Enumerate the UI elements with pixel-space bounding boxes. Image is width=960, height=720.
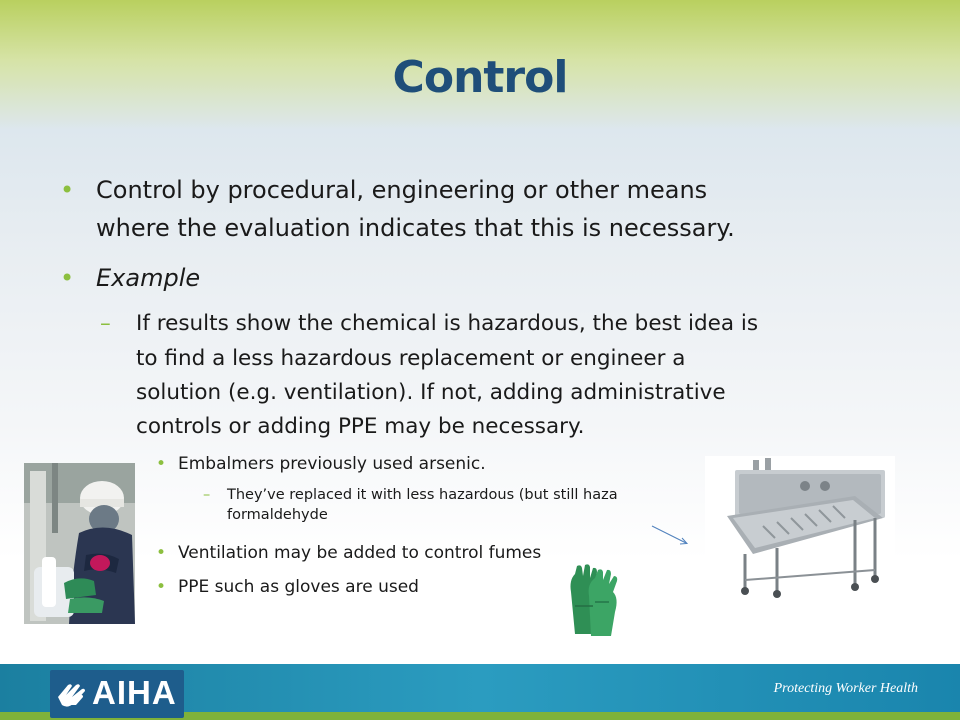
green-gloves-image [565,562,625,638]
embalming-table-image [705,456,895,599]
bullet-text-example: Example [96,264,201,292]
bullet-marker: • [156,543,167,563]
sub-text-line: solution (e.g. ventilation). If not, adding administrative [136,380,726,405]
sub-bullet-ppe: PPE such as gloves are used [178,577,419,597]
sub-sub-text-line: They’ve replaced it with less hazardous (but still haza [227,487,618,503]
bullet-marker: • [156,577,167,597]
footer-tagline: Protecting Worker Health [773,681,918,696]
dash-marker: – [203,487,211,503]
sub-sub-text-line: formaldehyde [227,507,328,523]
arrow-icon [650,522,690,548]
bullet-text-line: Control by procedural, engineering or other means [96,176,708,204]
bullet-marker: • [60,264,75,292]
sub-text-line: to find a less hazardous replacement or engineer a [136,346,686,371]
logo-text: AIHA [92,674,177,711]
slide-title: Control [392,52,568,103]
bullet-marker: • [60,176,75,204]
bullet-marker: • [156,454,167,474]
sub-bullet-embalmers: Embalmers previously used arsenic. [178,454,486,474]
worker-in-respirator-photo [24,463,135,624]
dash-marker: – [100,311,111,336]
hands-logo-icon [54,677,90,713]
bullet-text-line: where the evaluation indicates that this is necessary. [96,214,735,242]
sub-text-line: If results show the chemical is hazardous, the best idea is [136,311,759,336]
sub-text-line: controls or adding PPE may be necessary. [136,414,585,439]
sub-bullet-ventilation: Ventilation may be added to control fumes [178,543,542,563]
